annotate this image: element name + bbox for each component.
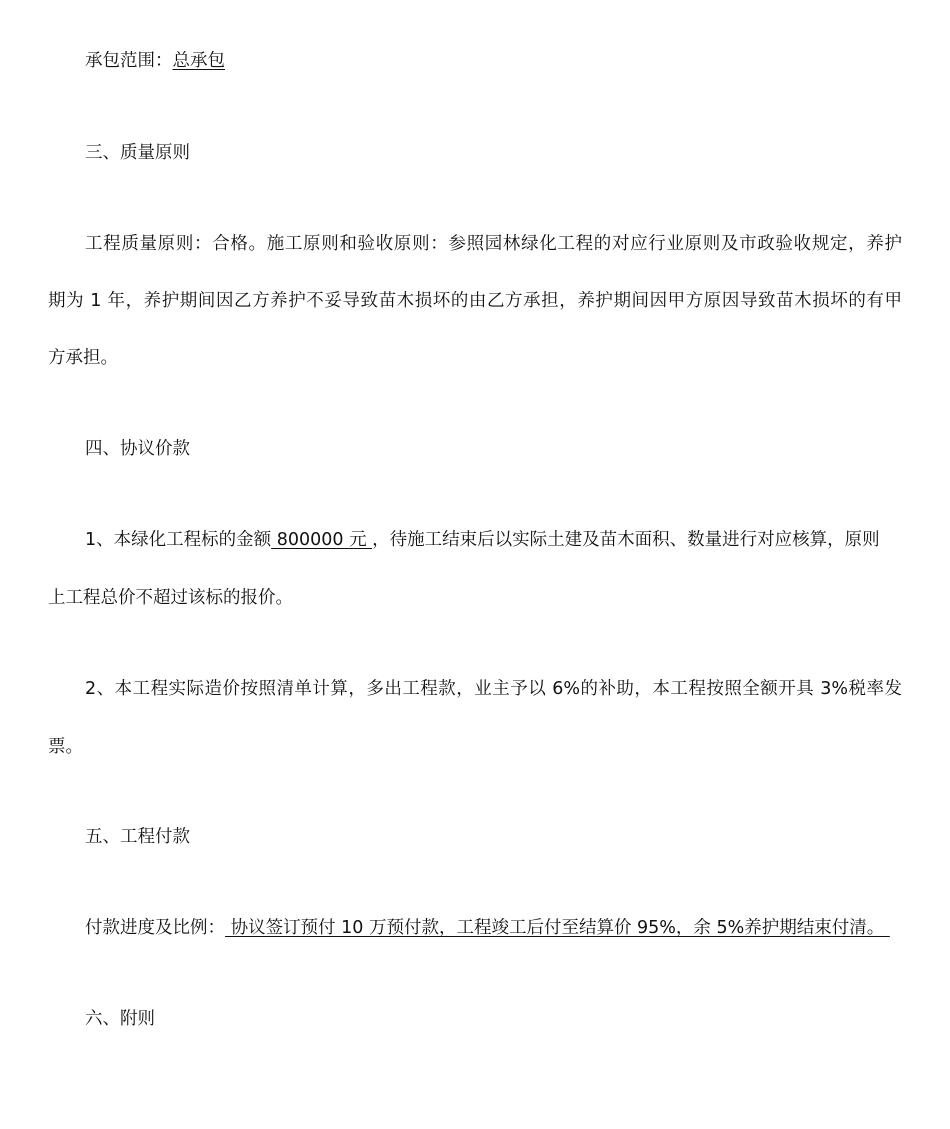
price-item-2-line-2: 票。 — [48, 737, 83, 757]
section-heading-payment: 五、工程付款 — [85, 827, 190, 847]
price-item-1-suffix: ，待施工结束后以实际土建及苗木面积、数量进行对应核算，原则 — [372, 530, 880, 550]
quality-paragraph-line-3: 方承担。 — [48, 348, 118, 368]
price-item-1-line-1 — [85, 528, 902, 552]
section-heading-quality: 三、质量原则 — [85, 143, 190, 163]
contract-scope-line — [85, 49, 902, 73]
contract-amount: 800000 元 — [271, 530, 373, 550]
contract-scope-label: 承包范围： — [85, 51, 173, 71]
price-item-1-prefix: 1、本绿化工程标的金额 — [85, 530, 272, 550]
section-heading-supplementary: 六、附则 — [85, 1009, 155, 1029]
payment-schedule-value: 协议签订预付 10 万预付款，工程竣工后付至结算价 95%，余 5%养护期结束付清。 — [225, 918, 890, 938]
quality-paragraph-line-1: 工程质量原则：合格。施工原则和验收原则：参照园林绿化工程的对应行业原则及市政验收规定，养护 — [85, 234, 902, 254]
section-heading-price: 四、协议价款 — [85, 439, 190, 459]
contract-scope-value: 总承包 — [172, 51, 225, 71]
payment-schedule-label: 付款进度及比例： — [85, 918, 225, 938]
price-item-2-line-1: 2、本工程实际造价按照清单计算，多出工程款，业主予以 6%的补助，本工程按照全额开具 3%税率发 — [85, 679, 902, 699]
quality-paragraph-line-2: 期为 1 年，养护期间因乙方养护不妥导致苗木损坏的由乙方承担，养护期间因甲方原因导致苗木损坏的有甲 — [48, 291, 902, 311]
price-item-1-line-2: 上工程总价不超过该标的报价。 — [48, 588, 293, 608]
payment-schedule-line — [85, 916, 902, 940]
